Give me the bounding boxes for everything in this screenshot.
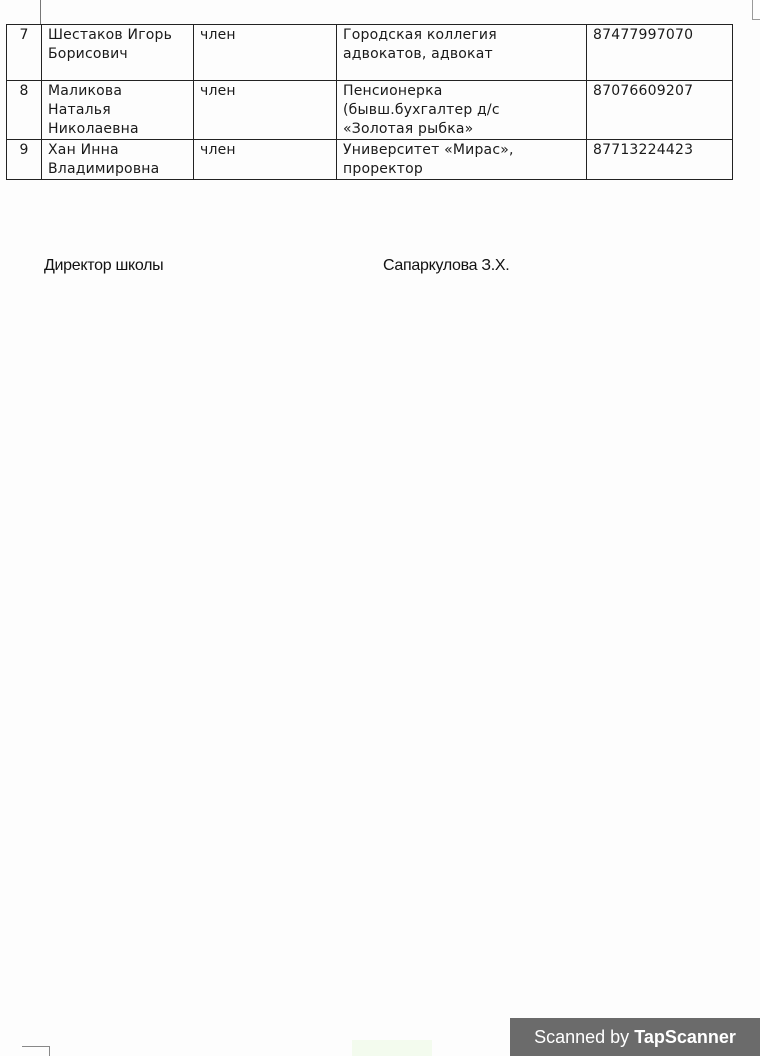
scanner-watermark [510,1018,760,1056]
scan-artifact [352,1040,432,1056]
watermark-prefix: Scanned by [534,1027,635,1047]
member-name-line: Николаевна [48,121,139,137]
member-name-line: Владимировна [48,161,160,177]
member-organization-line: Городская коллегия [343,27,497,43]
member-name-line: Шестаков Игорь [48,27,173,43]
table-row [7,140,733,180]
row-number: 7 [7,25,42,81]
member-phone: 87713224423 [587,140,733,180]
table-row [7,81,733,140]
member-name-cell [42,81,194,140]
member-organization-line: (бывш.бухгалтер д/с [343,102,500,118]
member-phone: 87076609207 [587,81,733,140]
watermark-brand: TapScanner [634,1027,736,1047]
member-role: член [194,81,337,140]
member-role: член [194,140,337,180]
member-name-line: Хан Инна [48,142,119,158]
member-organization-cell [337,25,587,81]
member-organization-line: Университет «Мирас», [343,142,514,158]
members-table [6,24,733,180]
row-number: 8 [7,81,42,140]
member-organization-line: Пенсионерка [343,83,443,99]
row-number: 9 [7,140,42,180]
crop-mark-bottom-left-vertical [49,1046,50,1056]
member-organization-cell [337,140,587,180]
member-role: член [194,25,337,81]
member-organization-line: проректор [343,161,423,177]
crop-mark-top-right-horizontal [752,19,760,20]
member-organization-line: «Золотая рыбка» [343,121,474,137]
member-phone: 87477997070 [587,25,733,81]
crop-mark-bottom-left [22,1046,50,1047]
signature-name: Сапаркулова З.Х. [383,257,510,274]
crop-mark-top-left [40,0,41,24]
member-name-line: Наталья [48,102,111,118]
member-name-cell [42,25,194,81]
table-row [7,25,733,81]
member-name-line: Борисович [48,46,128,62]
member-name-line: Маликова [48,83,123,99]
member-organization-cell [337,81,587,140]
member-organization-line: адвокатов, адвокат [343,46,493,62]
crop-mark-top-right [752,0,753,20]
member-name-cell [42,140,194,180]
signature-title: Директор школы [44,257,164,274]
